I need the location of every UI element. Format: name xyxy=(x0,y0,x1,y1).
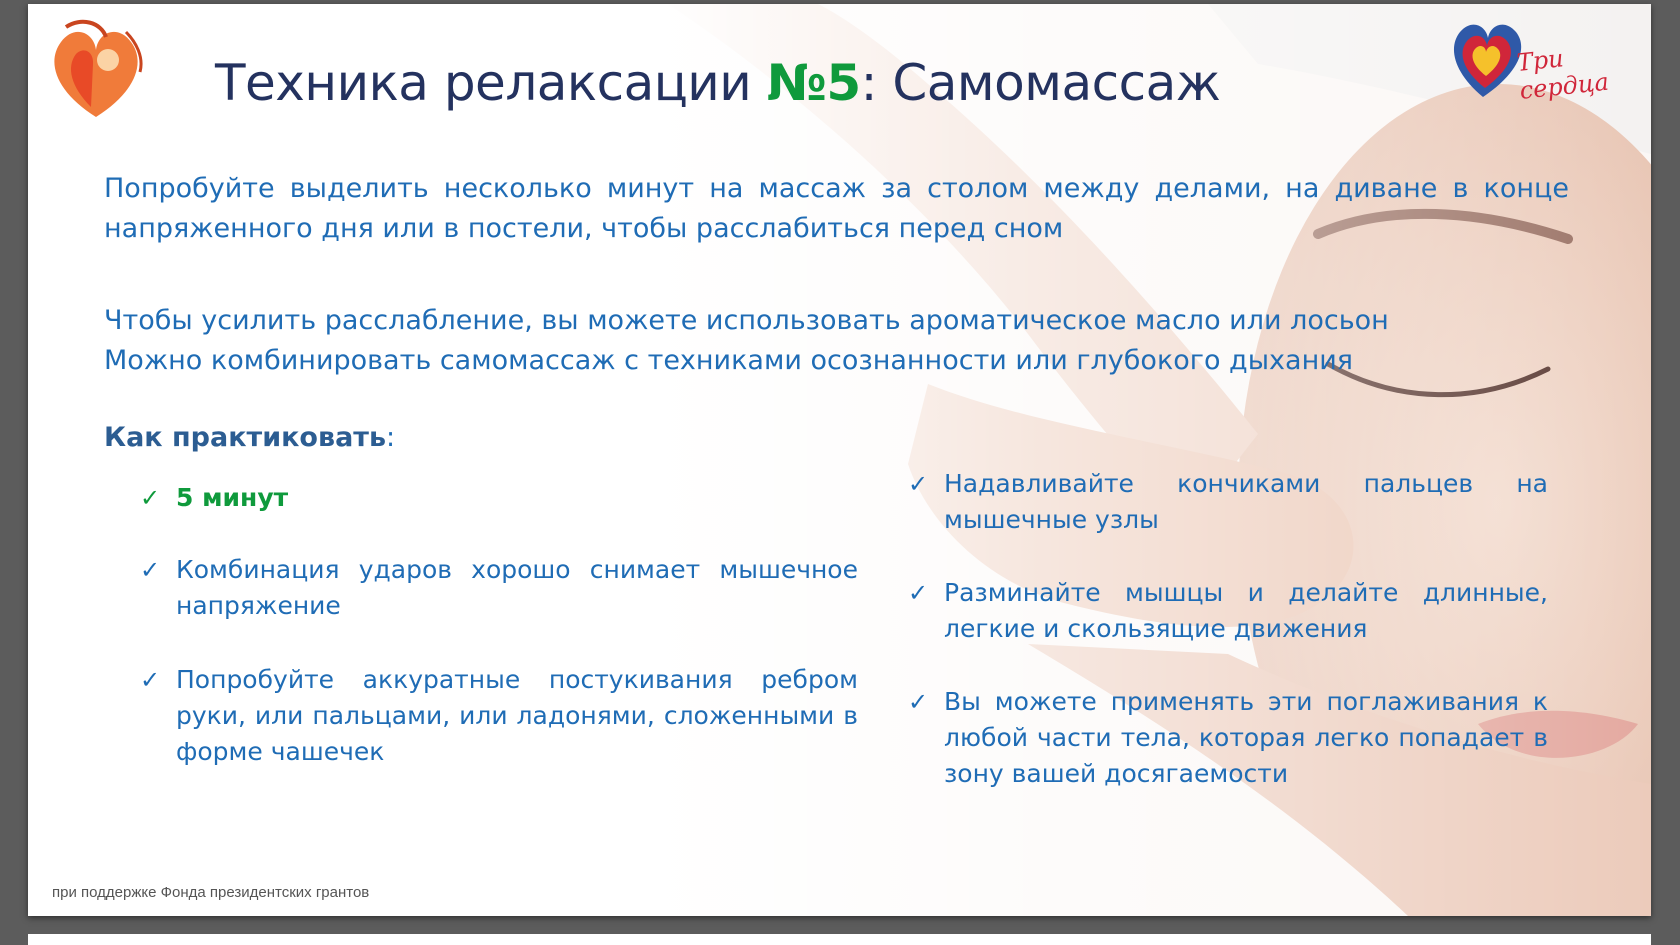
slide xyxy=(28,4,1651,916)
list-item xyxy=(140,662,858,770)
checkmark-icon: ✓ xyxy=(908,688,929,716)
title-main: Техника релаксации xyxy=(215,54,767,112)
list-item xyxy=(908,684,1548,792)
list-item xyxy=(140,552,858,624)
bullet-text: Попробуйте аккуратные постукивания ребром руки, или пальцами, или ладонями, сложенными в форме чашечек xyxy=(176,665,858,766)
checkmark-icon: ✓ xyxy=(140,666,161,694)
slide-title xyxy=(215,54,1315,112)
list-item xyxy=(908,466,1548,538)
bullet-text: 5 минут xyxy=(176,483,289,512)
checkmark-icon: ✓ xyxy=(140,556,161,584)
howto-label: Как практиковать xyxy=(104,422,387,453)
list-item xyxy=(908,575,1548,647)
bullet-text: Надавливайте кончиками пальцев на мышечные узлы xyxy=(944,469,1548,534)
checkmark-icon: ✓ xyxy=(140,484,161,512)
intro-paragraph: Попробуйте выделить несколько минут на массаж за столом между делами, на диване в конце напряженного дня или в постели, чтобы расслабиться перед сном xyxy=(104,173,1569,244)
checkmark-icon: ✓ xyxy=(908,470,929,498)
bullet-text: Комбинация ударов хорошо снимает мышечное напряжение xyxy=(176,555,858,620)
bullet-text: Вы можете применять эти поглаживания к любой части тела, которая легко попадает в зону вашей досягаемости xyxy=(944,687,1548,788)
howto-colon: : xyxy=(386,422,396,453)
mindfulness-paragraph: Можно комбинировать самомассаж с техниками осознанности или глубокого дыхания xyxy=(104,345,1354,376)
mother-child-logo-icon xyxy=(36,12,156,127)
checkmark-icon: ✓ xyxy=(908,579,929,607)
next-slide-edge[interactable] xyxy=(28,934,1651,945)
aroma-paragraph: Чтобы усилить расслабление, вы можете использовать ароматическое масло или лосьон xyxy=(104,305,1389,336)
bullet-text: Разминайте мышцы и делайте длинные, легкие и скользящие движения xyxy=(944,578,1548,643)
title-rest: : Самомассаж xyxy=(860,54,1221,112)
title-accent: №5 xyxy=(766,54,861,112)
grant-footer: при поддержке Фонда президентских грантов xyxy=(52,884,370,901)
howto-heading xyxy=(104,422,395,453)
list-item xyxy=(140,480,858,516)
logo-text: Три сердца xyxy=(1515,44,1611,105)
